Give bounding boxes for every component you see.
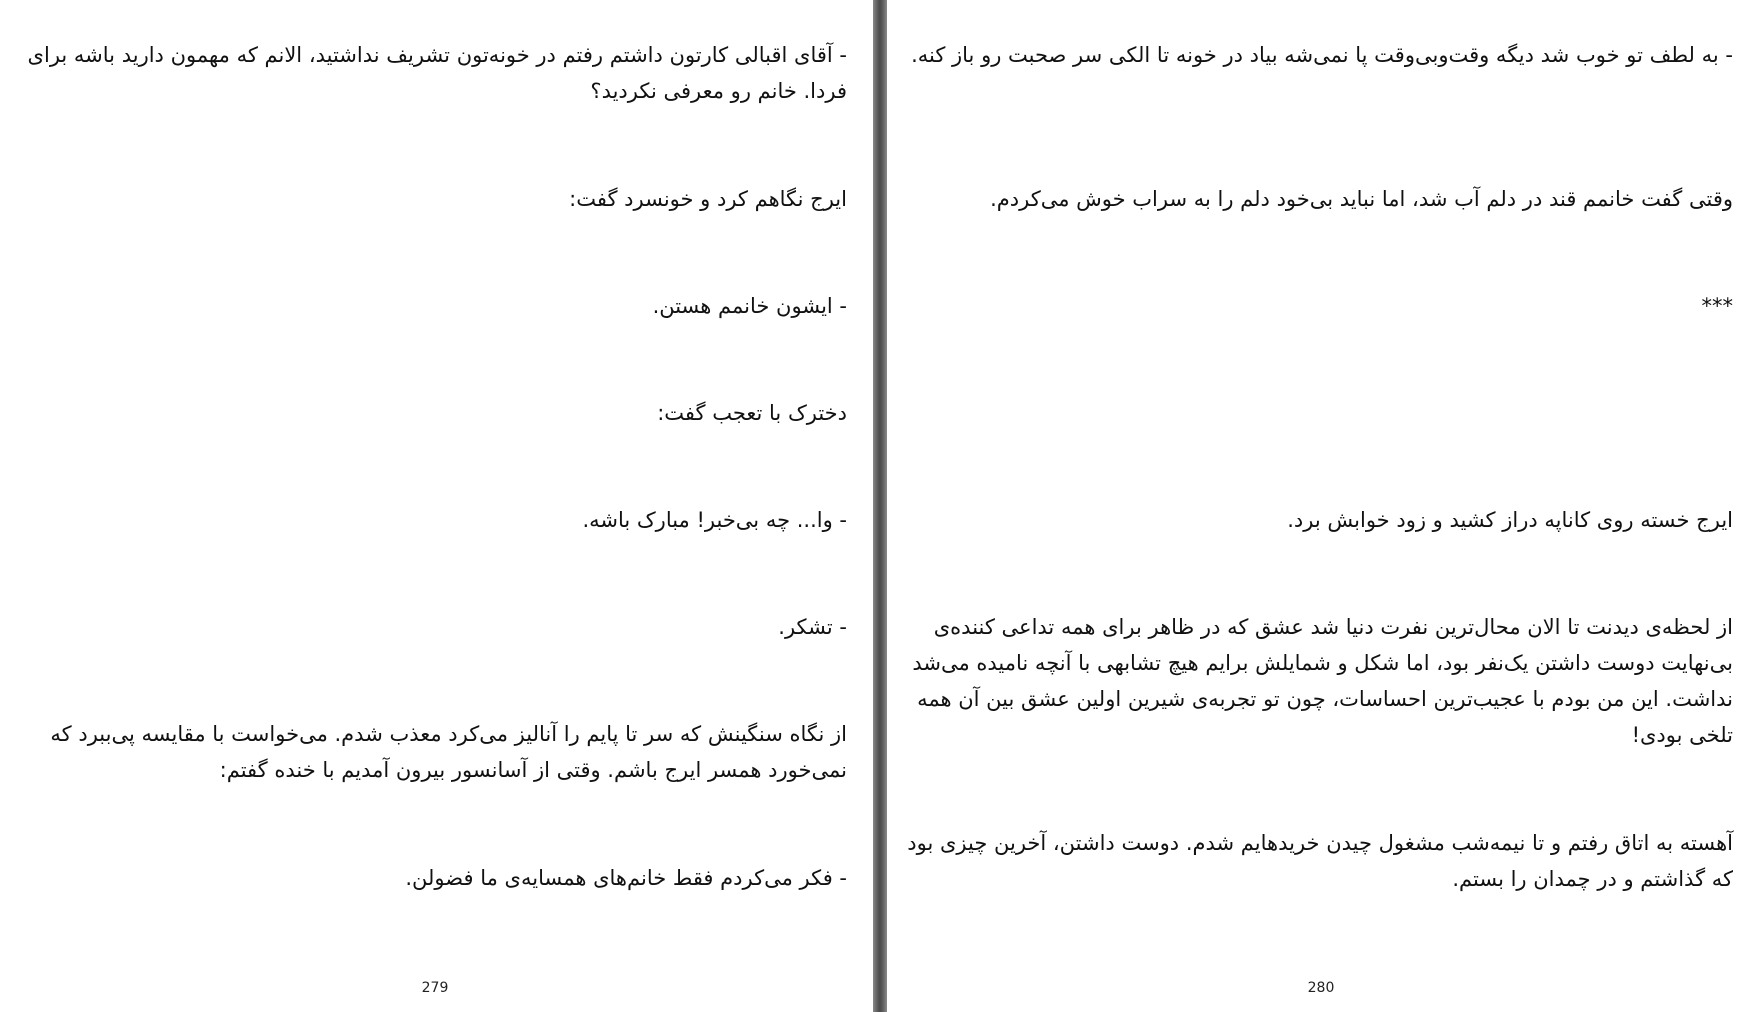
paragraph: دخترک با تعجب گفت: bbox=[657, 401, 847, 425]
paragraph: وقتی گفت خانمم قند در دلم آب شد، اما نباید بی‌خود دلم را به سراب خوش می‌کردم. bbox=[990, 187, 1733, 211]
paragraph: *** bbox=[1701, 294, 1733, 318]
paragraph: - وا... چه بی‌خبر! مبارک باشه. bbox=[582, 508, 847, 532]
paragraph: ایرج نگاهم کرد و خونسرد گفت: bbox=[569, 187, 847, 211]
page-number: 279 bbox=[421, 980, 449, 996]
paragraph: از لحظه‌ی دیدنت تا الان محال‌ترین نفرت دنیا شد عشق که در ظاهر برای همه تداعی کننده‌ی بی‌نهایت دوست داشتن یک‌نفر بود، اما شکل و شمایلش برایم هیچ تشابهی با آنچه نامیده می‌شد نداشت. این من بودم با عجیب‌ترین احساسات، چون تو تجربه‌ی شیرین اولین عشق بین آن همه تلخی بودی! bbox=[912, 615, 1733, 747]
paragraph: ایرج خسته روی کاناپه دراز کشید و زود خوابش برد. bbox=[1287, 508, 1733, 532]
right-page bbox=[887, 0, 1756, 1012]
paragraph: آهسته به اتاق رفتم و تا نیمه‌شب مشغول چیدن خریدهایم شدم. دوست داشتن، آخرین چیزی بود که گذاشتم و در چمدان را بستم. bbox=[907, 831, 1733, 891]
paragraph: - فکر می‌کردم فقط خانم‌های همسایه‌ی ما فضولن. bbox=[405, 866, 847, 890]
left-page bbox=[0, 0, 873, 1012]
paragraph: - ایشون خانمم هستن. bbox=[652, 294, 847, 318]
paragraph: - آقای اقبالی کارتون داشتم رفتم در خونه‌تون تشریف نداشتید، الانم که مهمون دارید باشه برای فردا. خانم رو معرفی نکردید؟ bbox=[27, 43, 847, 103]
paragraph: - به لطف تو خوب شد دیگه وقت‌وبی‌وقت پا نمی‌شه بیاد در خونه تا الکی سر صحبت رو باز کنه. bbox=[911, 43, 1733, 67]
book-spine bbox=[873, 0, 887, 1012]
paragraph: - تشکر. bbox=[778, 615, 847, 639]
page-number: 280 bbox=[1307, 980, 1335, 996]
paragraph: از نگاه سنگینش که سر تا پایم را آنالیز می‌کرد معذب شدم. می‌خواست با مقایسه پی‌ببرد که نمی‌خورد همسر ایرج باشم. وقتی از آسانسور بیرون آمدیم با خنده گفتم: bbox=[50, 722, 847, 782]
